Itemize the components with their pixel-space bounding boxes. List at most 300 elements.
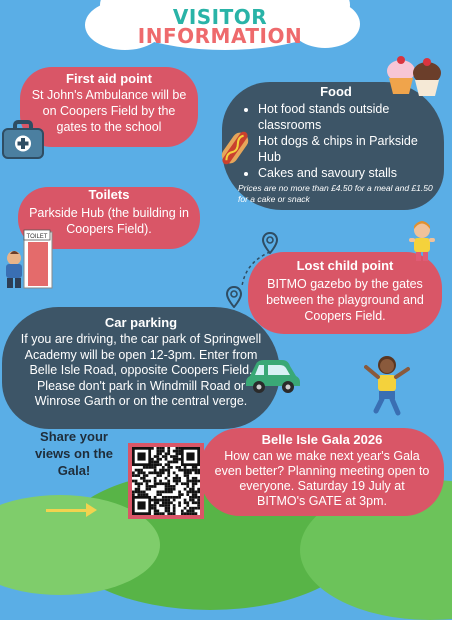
qr-module	[165, 463, 168, 466]
share-views-text: Share your views on the Gala!	[34, 429, 114, 478]
qr-module	[195, 466, 198, 469]
qr-module	[165, 496, 168, 499]
qr-module	[151, 471, 154, 474]
qr-module	[140, 493, 143, 496]
qr-module	[184, 507, 187, 510]
qr-module	[184, 499, 187, 502]
qr-module	[173, 507, 176, 510]
qr-module	[165, 452, 168, 455]
qr-module	[189, 480, 192, 483]
qr-module	[184, 474, 187, 477]
qr-module	[151, 466, 154, 469]
qr-module	[167, 480, 170, 483]
qr-module	[151, 458, 154, 461]
qr-module	[151, 461, 154, 464]
lost-child-title: Lost child point	[296, 258, 394, 273]
qr-module	[192, 496, 195, 499]
qr-module	[192, 488, 195, 491]
qr-module	[176, 480, 179, 483]
qr-module	[189, 469, 192, 472]
qr-module	[197, 496, 200, 499]
qr-module	[156, 450, 159, 453]
qr-module	[186, 477, 189, 480]
qr-module	[162, 469, 165, 472]
qr-module	[176, 461, 179, 464]
qr-module	[197, 501, 200, 504]
first-aid-bubble	[20, 67, 198, 147]
toilets-title: Toilets	[88, 187, 130, 202]
qr-module	[143, 471, 146, 474]
qr-module	[181, 469, 184, 472]
qr-module	[156, 493, 159, 496]
qr-module	[192, 485, 195, 488]
qr-module	[181, 510, 184, 513]
qr-finder	[137, 501, 145, 509]
toilets-text: Parkside Hub (the building in Coopers Field).	[29, 206, 189, 236]
qr-module	[156, 510, 159, 513]
qr-module	[140, 471, 143, 474]
qr-module	[162, 482, 165, 485]
page-title-line1: VISITOR	[172, 5, 268, 29]
qr-module	[189, 488, 192, 491]
qr-module	[167, 496, 170, 499]
car-icon	[244, 356, 302, 396]
qr-module	[167, 469, 170, 472]
qr-module	[173, 485, 176, 488]
qr-module	[148, 466, 151, 469]
qr-module	[146, 466, 149, 469]
qr-module	[176, 477, 179, 480]
qr-module	[148, 480, 151, 483]
qr-module	[184, 466, 187, 469]
qr-module	[167, 463, 170, 466]
qr-module	[156, 474, 159, 477]
qr-module	[162, 496, 165, 499]
qr-module	[159, 452, 162, 455]
qr-module	[186, 485, 189, 488]
qr-module	[146, 474, 149, 477]
qr-module	[178, 452, 181, 455]
qr-module	[143, 477, 146, 480]
qr-module	[137, 491, 140, 494]
cupcake-icon	[384, 54, 444, 100]
qr-module	[165, 510, 168, 513]
qr-module	[156, 471, 159, 474]
qr-module	[154, 480, 157, 483]
qr-module	[162, 447, 165, 450]
gala-text: How can we make next year's Gala even better? Planning meeting open to everyone. Saturday 19 July at BITMO's GATE at 3pm.	[214, 449, 430, 508]
qr-module	[184, 482, 187, 485]
qr-module	[135, 469, 138, 472]
qr-module	[178, 458, 181, 461]
qr-module	[178, 501, 181, 504]
qr-module	[135, 474, 138, 477]
first-aid-text: St John's Ambulance will be on Coopers Field by the gates to the school	[31, 88, 187, 134]
qr-module	[186, 504, 189, 507]
qr-module	[178, 493, 181, 496]
qr-module	[181, 493, 184, 496]
qr-module	[140, 469, 143, 472]
qr-module	[162, 491, 165, 494]
qr-module	[195, 512, 198, 515]
qr-module	[195, 507, 198, 510]
qr-module	[167, 491, 170, 494]
qr-module	[195, 493, 198, 496]
qr-module	[151, 504, 154, 507]
qr-module	[151, 447, 154, 450]
arrow-head	[86, 503, 97, 517]
qr-module	[156, 452, 159, 455]
qr-module	[167, 499, 170, 502]
qr-module	[143, 493, 146, 496]
qr-module	[192, 477, 195, 480]
qr-module	[154, 482, 157, 485]
qr-module	[135, 480, 138, 483]
qr-finder	[186, 452, 194, 460]
qr-module	[167, 488, 170, 491]
toilet-door-icon	[2, 228, 56, 292]
qr-module	[167, 447, 170, 450]
qr-module	[173, 504, 176, 507]
qr-module	[154, 499, 157, 502]
qr-module	[159, 450, 162, 453]
qr-module	[156, 458, 159, 461]
lost-child-bubble	[248, 252, 442, 334]
qr-finder	[137, 452, 145, 460]
qr-module	[159, 469, 162, 472]
qr-module	[178, 480, 181, 483]
qr-module	[165, 485, 168, 488]
qr-module	[195, 482, 198, 485]
qr-module	[173, 455, 176, 458]
lost-child-text: BITMO gazebo by the gates between the playground and Coopers Field.	[266, 277, 424, 323]
qr-module	[159, 499, 162, 502]
qr-module	[197, 491, 200, 494]
hot-dog-icon	[216, 128, 254, 168]
qr-module	[170, 512, 173, 515]
arrow-right-icon	[46, 509, 88, 512]
qr-module	[167, 466, 170, 469]
qr-module	[167, 471, 170, 474]
qr-module	[184, 501, 187, 504]
qr-module	[156, 512, 159, 515]
qr-module	[178, 469, 181, 472]
qr-module	[146, 493, 149, 496]
qr-module	[148, 488, 151, 491]
child-illustration	[406, 220, 438, 262]
qr-module	[143, 466, 146, 469]
qr-module	[159, 512, 162, 515]
qr-module	[189, 512, 192, 515]
qr-module	[170, 466, 173, 469]
qr-module	[159, 493, 162, 496]
qr-module	[173, 471, 176, 474]
qr-module	[159, 474, 162, 477]
qr-module	[184, 471, 187, 474]
qr-module	[173, 458, 176, 461]
food-list	[238, 101, 434, 181]
qr-module	[173, 499, 176, 502]
qr-module	[173, 510, 176, 513]
qr-module	[186, 471, 189, 474]
qr-module	[170, 496, 173, 499]
qr-module	[189, 471, 192, 474]
qr-module	[156, 491, 159, 494]
qr-module	[173, 488, 176, 491]
qr-module	[189, 491, 192, 494]
qr-module	[132, 491, 135, 494]
qr-module	[137, 474, 140, 477]
qr-module	[176, 455, 179, 458]
qr-module	[167, 452, 170, 455]
qr-module	[170, 491, 173, 494]
qr-module	[176, 450, 179, 453]
qr-module	[173, 496, 176, 499]
qr-module	[165, 507, 168, 510]
qr-module	[165, 491, 168, 494]
qr-module	[154, 496, 157, 499]
qr-module	[167, 485, 170, 488]
qr-module	[154, 512, 157, 515]
qr-module	[186, 469, 189, 472]
qr-module	[159, 482, 162, 485]
qr-module	[184, 469, 187, 472]
qr-module	[162, 504, 165, 507]
qr-module	[135, 482, 138, 485]
page-title-line2: INFORMATION	[137, 24, 303, 48]
qr-module	[167, 461, 170, 464]
qr-module	[154, 507, 157, 510]
qr-module	[156, 455, 159, 458]
qr-module	[165, 455, 168, 458]
qr-module	[154, 471, 157, 474]
qr-module	[154, 461, 157, 464]
qr-module	[189, 499, 192, 502]
qr-module	[176, 466, 179, 469]
qr-module	[192, 501, 195, 504]
qr-module	[176, 452, 179, 455]
qr-module	[137, 493, 140, 496]
qr-module	[159, 491, 162, 494]
qr-module	[192, 480, 195, 483]
qr-module	[146, 485, 149, 488]
qr-module	[170, 488, 173, 491]
qr-module	[189, 510, 192, 513]
qr-module	[143, 480, 146, 483]
qr-module	[167, 512, 170, 515]
qr-module	[176, 482, 179, 485]
qr-module	[195, 477, 198, 480]
qr-module	[167, 501, 170, 504]
qr-module	[186, 510, 189, 513]
gala-bubble	[200, 428, 444, 516]
qr-module	[195, 491, 198, 494]
qr-module	[140, 477, 143, 480]
qr-module	[146, 488, 149, 491]
qr-module	[192, 507, 195, 510]
qr-module	[156, 501, 159, 504]
qr-module	[132, 480, 135, 483]
qr-module	[162, 466, 165, 469]
qr-module	[143, 474, 146, 477]
car-parking-text: If you are driving, the car park of Springwell Academy will be open 12-3pm. Enter from Belle Isle Road, opposite Coopers Field. Please don't park in Windmill Road or Winrose Garth or on the central verge.	[20, 332, 262, 408]
qr-module	[181, 512, 184, 515]
qr-module	[135, 491, 138, 494]
car-parking-title: Car parking	[104, 315, 178, 330]
qr-module	[159, 447, 162, 450]
qr-module	[178, 450, 181, 453]
qr-module	[137, 471, 140, 474]
qr-module	[186, 482, 189, 485]
qr-module	[192, 510, 195, 513]
qr-module	[178, 491, 181, 494]
toilet-sign-text: TOILET	[26, 234, 48, 240]
qr-module	[156, 482, 159, 485]
food-item: • Cakes and savoury stalls	[258, 165, 434, 181]
qr-module	[170, 485, 173, 488]
qr-module	[186, 480, 189, 483]
qr-module	[173, 477, 176, 480]
qr-module	[197, 488, 200, 491]
qr-module	[192, 469, 195, 472]
qr-module	[170, 461, 173, 464]
food-title: Food	[320, 84, 352, 99]
qr-module	[195, 469, 198, 472]
qr-module	[176, 496, 179, 499]
food-prices-note: Prices are no more than £4.50 for a meal and £1.50 for a cake or snack	[238, 183, 433, 204]
qr-module	[197, 504, 200, 507]
qr-module	[173, 450, 176, 453]
qr-module	[165, 482, 168, 485]
qr-module	[186, 493, 189, 496]
qr-module	[154, 477, 157, 480]
qr-module	[170, 501, 173, 504]
qr-module	[146, 482, 149, 485]
qr-module	[154, 510, 157, 513]
qr-module	[178, 466, 181, 469]
qr-module	[176, 458, 179, 461]
food-item: • Hot dogs & chips in Parkside Hub	[258, 133, 434, 165]
qr-module	[167, 474, 170, 477]
qr-module	[178, 447, 181, 450]
qr-module	[154, 485, 157, 488]
qr-module	[170, 455, 173, 458]
qr-module	[162, 450, 165, 453]
qr-module	[192, 493, 195, 496]
qr-module	[154, 463, 157, 466]
qr-module	[178, 504, 181, 507]
qr-module	[167, 504, 170, 507]
qr-module	[137, 485, 140, 488]
qr-module	[167, 450, 170, 453]
qr-module	[159, 480, 162, 483]
first-aid-title: First aid point	[66, 71, 152, 86]
qr-module	[195, 496, 198, 499]
qr-module	[159, 458, 162, 461]
qr-module	[156, 461, 159, 464]
qr-module	[162, 499, 165, 502]
qr-module	[146, 480, 149, 483]
qr-module	[186, 491, 189, 494]
qr-module	[154, 455, 157, 458]
qr-module	[167, 507, 170, 510]
qr-module	[151, 485, 154, 488]
qr-module	[192, 512, 195, 515]
qr-module	[135, 488, 138, 491]
qr-module	[162, 471, 165, 474]
qr-module	[165, 488, 168, 491]
qr-module	[178, 477, 181, 480]
qr-module	[173, 512, 176, 515]
qr-module	[151, 499, 154, 502]
qr-module	[156, 447, 159, 450]
qr-module	[132, 474, 135, 477]
qr-module	[165, 477, 168, 480]
qr-module	[154, 504, 157, 507]
qr-module	[195, 471, 198, 474]
qr-module	[192, 499, 195, 502]
gala-title: Belle Isle Gala 2026	[261, 432, 383, 447]
qr-module	[176, 474, 179, 477]
qr-module	[154, 501, 157, 504]
qr-module	[140, 482, 143, 485]
qr-module	[189, 507, 192, 510]
qr-module	[159, 463, 162, 466]
qr-module	[186, 474, 189, 477]
qr-module	[137, 469, 140, 472]
food-item: • Hot food stands outside classrooms	[258, 101, 434, 133]
qr-module	[132, 471, 135, 474]
qr-module	[154, 466, 157, 469]
jumping-child-illustration	[364, 355, 410, 417]
qr-module	[156, 499, 159, 502]
qr-module	[162, 512, 165, 515]
qr-module	[162, 455, 165, 458]
qr-module	[137, 488, 140, 491]
qr-module	[184, 512, 187, 515]
qr-module	[165, 504, 168, 507]
qr-module	[159, 471, 162, 474]
qr-module	[192, 482, 195, 485]
qr-module	[140, 491, 143, 494]
qr-module	[151, 507, 154, 510]
qr-module	[162, 501, 165, 504]
qr-module	[154, 469, 157, 472]
qr-module	[173, 480, 176, 483]
qr-module	[137, 482, 140, 485]
qr-module	[156, 463, 159, 466]
qr-module	[192, 466, 195, 469]
food-bubble	[222, 82, 444, 210]
qr-module	[181, 482, 184, 485]
qr-module	[148, 471, 151, 474]
qr-module	[197, 507, 200, 510]
qr-module	[197, 499, 200, 502]
qr-module	[167, 482, 170, 485]
qr-module	[178, 496, 181, 499]
qr-code-icon[interactable]	[128, 443, 204, 519]
qr-module	[167, 510, 170, 513]
qr-module	[143, 491, 146, 494]
qr-module	[165, 458, 168, 461]
qr-module	[186, 512, 189, 515]
qr-module	[189, 496, 192, 499]
car-parking-bubble	[2, 307, 280, 429]
qr-module	[148, 485, 151, 488]
qr-module	[173, 461, 176, 464]
qr-module	[192, 491, 195, 494]
qr-module	[159, 504, 162, 507]
